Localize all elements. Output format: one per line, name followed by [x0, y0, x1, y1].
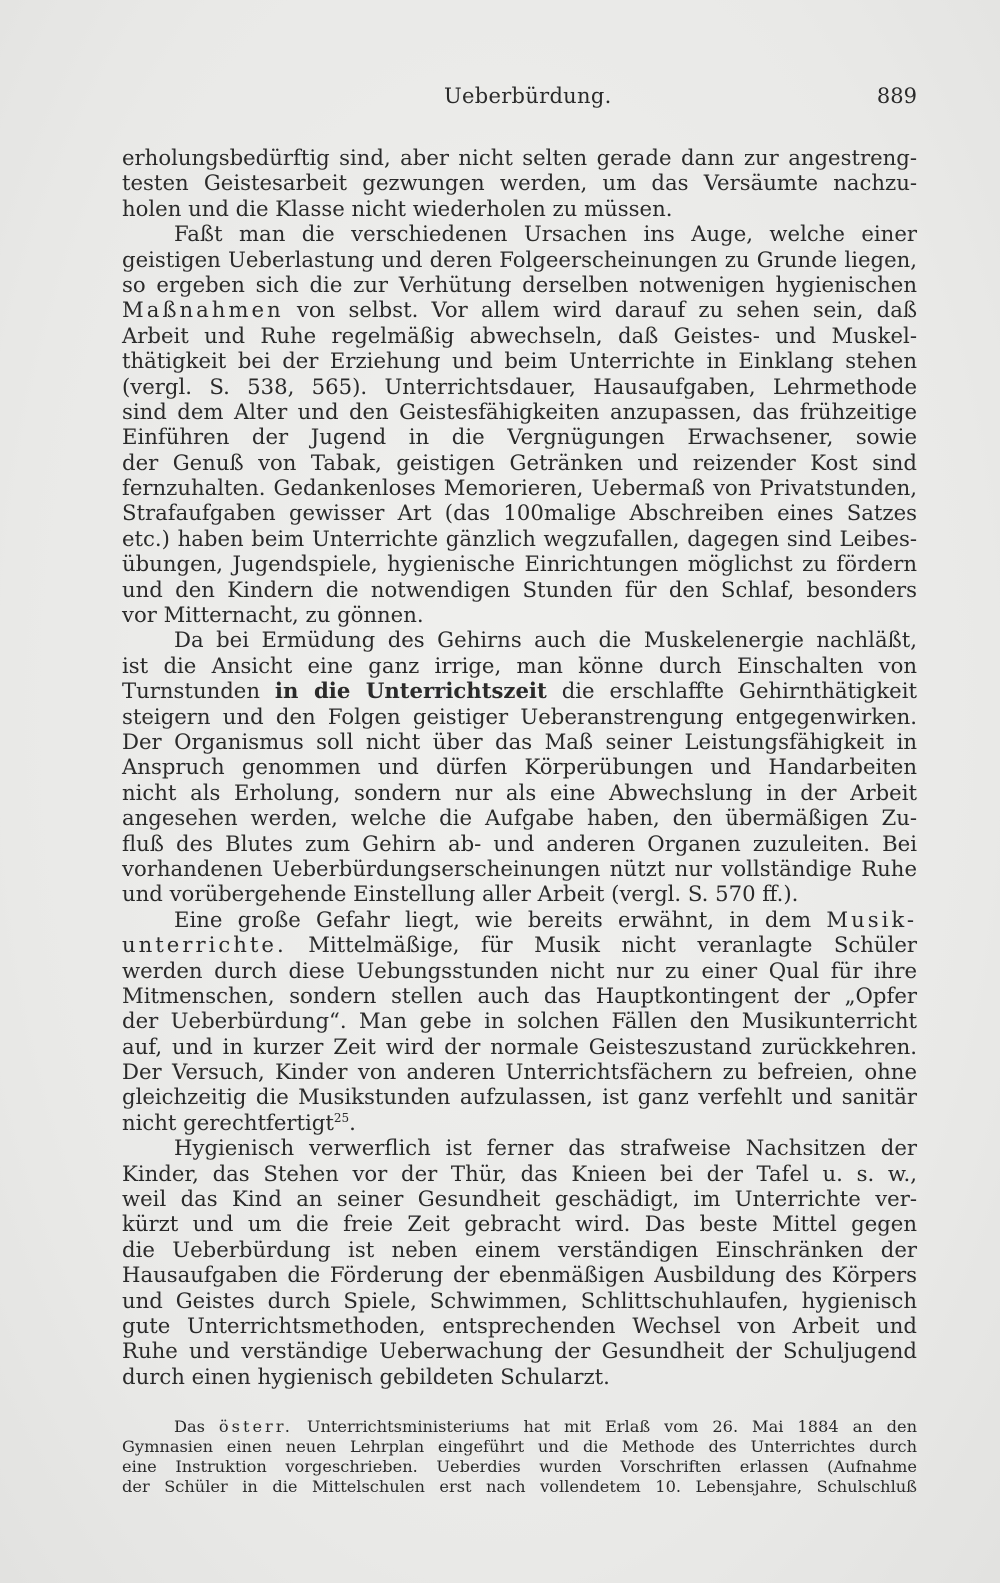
text-run: nicht gerechtfertigt [122, 1109, 334, 1135]
text-line: durch einen hygienisch gebildeten Schularzt. [122, 1363, 610, 1389]
text-line: weil das Kind an seiner Gesundheit geschädigt, im Unterrichte ver- [122, 1186, 917, 1212]
text-line: Mitmenschen, sondern stellen auch das Hauptkontingent der „Opfer [122, 982, 917, 1008]
bold-phrase: in die Unterrichtszeit [274, 678, 547, 704]
footnote-line: der Schüler in die Mittelschulen erst nach vollendetem 10. Lebensjahre, Schulschluß [122, 1477, 917, 1496]
text-line: nicht als Erholung, sondern nur als eine Abwechslung in der Arbeit [122, 779, 917, 805]
text-run: . [349, 1109, 356, 1135]
text-line: die Ueberbürdung ist neben einem verständigen Einschränken der [122, 1236, 917, 1262]
text-line: Der Organismus soll nicht über das Maß seiner Leistungsfähigkeit in [122, 728, 917, 754]
footnote [122, 1417, 917, 1497]
spaced-term: Musik- [826, 906, 917, 932]
text-line: Einführen der Jugend in die Vergnügungen Erwachsener, sowie [122, 424, 917, 450]
text-line: fluß des Blutes zum Gehirn ab- und anderen Organen zuzuleiten. Bei [122, 830, 917, 856]
text-line: sind dem Alter und den Geistesfähigkeiten anzupassen, das frühzeitige [122, 398, 917, 424]
text-line: Kinder, das Stehen vor der Thür, das Knieen bei der Tafel u. s. w., [122, 1160, 917, 1186]
text-line: erholungsbedürftig sind, aber nicht selten gerade dann zur angestreng- [122, 145, 917, 170]
footnote-line: eine Instruktion vorgeschrieben. Ueberdies wurden Vorschriften erlassen (Aufnahme [122, 1457, 917, 1476]
text-line: Arbeit und Ruhe regelmäßig abwechseln, daß Geistes- und Muskel- [122, 322, 917, 348]
text-line: Strafaufgaben gewisser Art (das 100malige Abschreiben eines Satzes [122, 500, 917, 526]
text-line: werden durch diese Uebungsstunden nicht nur zu einer Qual für ihre [122, 957, 917, 983]
text-line: fernzuhalten. Gedankenloses Memorieren, Uebermaß von Privatstunden, [122, 475, 917, 501]
text-line: testen Geistesarbeit gezwungen werden, um das Versäumte nachzu- [122, 170, 917, 196]
footnote-marker: 25 [333, 1110, 350, 1125]
text-line: Hygienisch verwerflich ist ferner das strafweise Nachsitzen der [174, 1135, 917, 1161]
text-line: steigern und den Folgen geistiger Ueberanstrengung entgegenwirken. [122, 703, 917, 729]
footnote-line [122, 1417, 917, 1437]
text-run: Mittelmäßige, für Musik nicht veranlagte Schüler [286, 932, 917, 958]
text-line: der Ueberbürdung“. Man gebe in solchen Fällen den Musikunterricht [122, 1008, 917, 1034]
text-line: geistigen Ueberlastung und deren Folgeerscheinungen zu Grunde liegen, [122, 246, 917, 272]
page-number: 889 [876, 84, 917, 108]
text-run: von selbst. Vor allem wird darauf zu sehen sein, daß [283, 297, 917, 323]
text-line [122, 678, 917, 703]
text-line [122, 907, 917, 932]
text-line: gleichzeitig die Musikstunden aufzulassen, ist ganz verfehlt und sanitär [122, 1084, 917, 1110]
text-line: holen und die Klasse nicht wiederholen zu müssen. [122, 195, 673, 221]
text-line: Faßt man die verschiedenen Ursachen ins Auge, welche einer [174, 221, 917, 247]
text-line: (vergl. S. 538, 565). Unterrichtsdauer, Hausaufgaben, Lehrmethode [122, 373, 917, 399]
text-line: gute Unterrichtsmethoden, entsprechenden Wechsel von Arbeit und [122, 1312, 917, 1338]
text-line: vor Mitternacht, zu gönnen. [122, 602, 424, 628]
text-line [122, 932, 917, 957]
text-line: der Genuß von Tabak, geistigen Getränken und reizender Kost sind [122, 449, 917, 475]
running-title: Ueberbürdung. [444, 84, 612, 108]
text-line: ist die Ansicht eine ganz irrige, man könne durch Einschalten von [122, 652, 917, 678]
text-line: etc.) haben beim Unterrichte gänzlich wegzufallen, dagegen sind Leibes- [122, 525, 917, 551]
spaced-term: Maßnahmen [122, 297, 284, 323]
spaced-term: unterrichte. [122, 932, 287, 958]
text-run: die erschlaffte Gehirnthätigkeit [546, 678, 917, 704]
text-run: Das [174, 1417, 219, 1436]
footnote-line: Gymnasien einen neuen Lehrplan eingeführt und die Methode des Unterrichtes durch [122, 1437, 917, 1456]
spaced-term: österr. [218, 1417, 293, 1436]
running-header [122, 84, 917, 114]
text-line: Ruhe und verständige Ueberwachung der Gesundheit der Schuljugend [122, 1338, 917, 1364]
text-run: Turnstunden [122, 678, 275, 704]
text-line: Da bei Ermüdung des Gehirns auch die Muskelenergie nachläßt, [174, 627, 917, 653]
text-line: und Geistes durch Spiele, Schwimmen, Schlittschuhlaufen, hygienisch [122, 1287, 917, 1313]
text-line: Der Versuch, Kinder von anderen Unterrichtsfächern zu befreien, ohne [122, 1059, 917, 1085]
text-line: und vorübergehende Einstellung aller Arbeit (vergl. S. 570 ff.). [122, 881, 799, 907]
text-run: Eine große Gefahr liegt, wie bereits erwähnt, in dem [174, 906, 827, 932]
text-line: Hausaufgaben die Förderung der ebenmäßigen Ausbildung des Körpers [122, 1262, 917, 1288]
text-line: vorhandenen Ueberbürdungserscheinungen nützt nur vollständige Ruhe [122, 855, 917, 881]
text-line: thätigkeit bei der Erziehung und beim Unterrichte in Einklang stehen [122, 348, 917, 374]
text-line: kürzt und um die freie Zeit gebracht wird. Das beste Mittel gegen [122, 1211, 917, 1237]
text-run: Unterrichtsministeriums hat mit Erlaß vom 26. Mai 1884 an den [292, 1417, 917, 1436]
text-line: und den Kindern die notwendigen Stunden für den Schlaf, besonders [122, 576, 917, 602]
text-line: Anspruch genommen und dürfen Körperübungen und Handarbeiten [122, 754, 917, 780]
text-line: auf, und in kurzer Zeit wird der normale Geisteszustand zurückkehren. [122, 1033, 917, 1059]
text-line: angesehen werden, welche die Aufgabe haben, den übermäßigen Zu- [122, 805, 917, 831]
body-text [122, 145, 917, 1389]
text-line: übungen, Jugendspiele, hygienische Einrichtungen möglichst zu fördern [122, 551, 917, 577]
text-line [122, 1110, 917, 1135]
text-line [122, 297, 917, 322]
text-line: so ergeben sich die zur Verhütung derselben notwenigen hygienischen [122, 271, 917, 297]
